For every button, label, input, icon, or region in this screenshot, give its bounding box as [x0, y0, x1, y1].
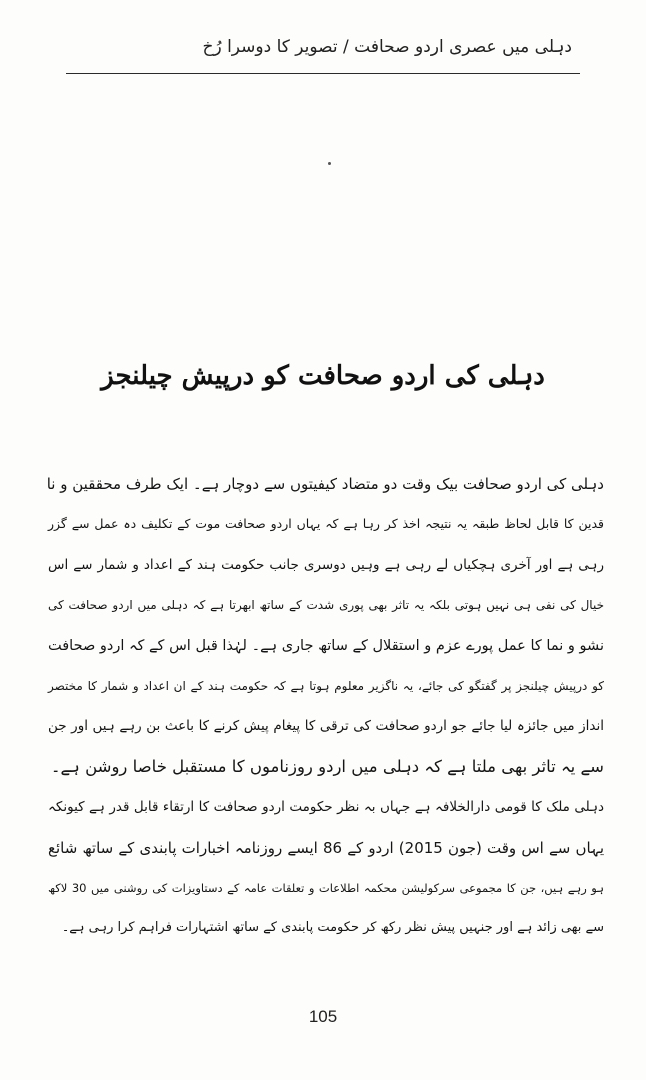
paragraph-1-line-1: دہلی کی اردو صحافت بیک وقت دو متضاد کیفیتوں سے دوچار ہے۔ ایک طرف محققین و نا	[46, 475, 604, 493]
paragraph-2-line-3: ہو رہے ہیں، جن کا مجموعی سرکولیشن محکمہ اطلاعات و تعلقات عامہ کے دستاویزات کی روشنی میں 30 لاکھ	[48, 880, 604, 895]
running-head: دہلی میں عصری اردو صحافت / تصویر کا دوسرا رُخ	[202, 37, 572, 57]
paragraph-1-line-4: خیال کی نفی ہی نہیں ہوتی بلکہ یہ تاثر بھی پوری شدت کے ساتھ ابھرتا ہے کہ دہلی میں اردو صحافت کی	[48, 598, 604, 613]
paragraph-1-line-7: انداز میں جائزہ لیا جائے جو اردو صحافت کی ترقی کا پیغام پیش کرنے کا باعث بن رہے ہیں اور جن	[48, 718, 604, 735]
paragraph-1-line-5: نشو و نما کا عمل پورے عزم و استقلال کے ساتھ جاری ہے۔ لہٰذا قبل اس کے کہ اردو صحافت	[48, 637, 604, 654]
paragraph-2-line-1: دہلی ملک کا قومی دارالخلافہ ہے جہاں بہ نظر حکومت اردو صحافت کا ارتقاء قابل قدر ہے کیونکہ	[48, 799, 604, 816]
scan-speck	[328, 162, 331, 165]
body-text	[48, 464, 604, 949]
page-number: 105	[308, 1007, 338, 1026]
chapter-title: دہلی کی اردو صحافت کو درپیش چیلنجز	[101, 361, 545, 391]
header-rule	[66, 73, 580, 74]
paragraph-2-line-2: یہاں سے اس وقت (جون 2015) اردو کے 86 ایسے روزنامہ اخبارات پابندی کے ساتھ شائع	[48, 838, 604, 857]
paragraph-1-line-2: قدین کا قابل لحاظ طبقہ یہ نتیجہ اخذ کر رہا ہے کہ یہاں اردو صحافت موت کے تکلیف دہ عمل سے گزر	[48, 516, 604, 532]
paragraph-1-line-3: رہی ہے اور آخری ہچکیاں لے رہی ہے وہیں دوسری جانب حکومت ہند کے اعداد و شمار سے اس	[48, 556, 604, 573]
paragraph-2-line-4: سے بھی زائد ہے اور جنہیں پیش نظر رکھ کر حکومت پابندی کے ساتھ اشتہارات فراہم کرا رہی ہے۔	[61, 920, 604, 936]
paragraph-1-line-6: کو درپیش چیلنجز پر گفتگو کی جائے، یہ ناگزیر معلوم ہوتا ہے کہ حکومت ہند کے ان اعداد و شمار کا مختصر	[48, 678, 604, 693]
paragraph-1-line-8: سے یہ تاثر بھی ملتا ہے کہ دہلی میں اردو روزناموں کا مستقبل خاصا روشن ہے۔	[50, 756, 604, 776]
